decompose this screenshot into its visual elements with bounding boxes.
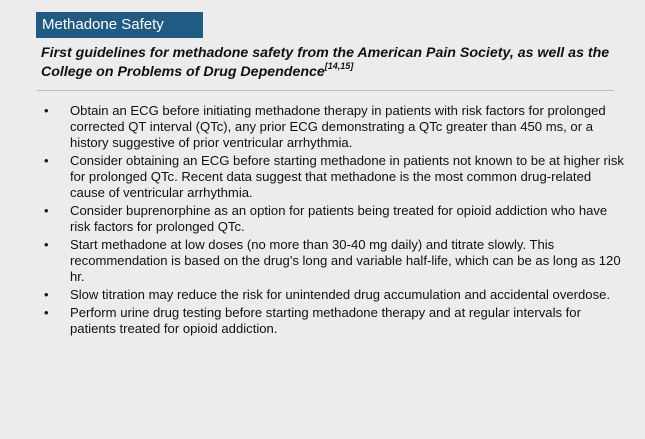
bullet-text: Obtain an ECG before initiating methadone therapy in patients with risk factors for prolonged corrected QT interval (QTc), any prior ECG demonstrating a QTc greater than 450 ms, or a history suggestive of prior ventricular arrhythmia. bbox=[70, 103, 606, 150]
bullet-text: Start methadone at low doses (no more than 30-40 mg daily) and titrate slowly. This recommendation is based on the drug's long and variable half-life, which can be as long as 120 hr. bbox=[70, 237, 621, 284]
bullet-icon: • bbox=[44, 305, 49, 320]
bullet-text: Consider obtaining an ECG before starting methadone in patients not known to be at higher risk for prolonged QTc. Recent data suggest that methadone is the most common drug-related cause of ventricular arrhythmia. bbox=[70, 153, 624, 200]
bullet-icon: • bbox=[44, 287, 49, 302]
bullet-item bbox=[44, 287, 624, 303]
bullet-list bbox=[44, 103, 624, 339]
slide-subtitle bbox=[41, 44, 626, 82]
bullet-icon: • bbox=[44, 103, 49, 118]
bullet-icon: • bbox=[44, 237, 49, 252]
bullet-item bbox=[44, 237, 624, 285]
bullet-text: Perform urine drug testing before starting methadone therapy and at regular intervals for patients treated for opioid addiction. bbox=[70, 305, 581, 336]
bullet-text: Consider buprenorphine as an option for patients being treated for opioid addiction who have risk factors for prolonged QTc. bbox=[70, 203, 608, 234]
bullet-item bbox=[44, 103, 624, 151]
subtitle-text: First guidelines for methadone safety from the American Pain Society, as well as the College on Problems of Drug Dependence bbox=[41, 45, 610, 80]
subtitle-citation: [14,15] bbox=[324, 61, 354, 72]
bullet-icon: • bbox=[44, 153, 49, 168]
bullet-text: Slow titration may reduce the risk for unintended drug accumulation and accidental overdose. bbox=[70, 287, 611, 302]
slide-title: Methadone Safety bbox=[36, 12, 203, 38]
bullet-item bbox=[44, 203, 624, 235]
bullet-item bbox=[44, 153, 624, 201]
subtitle-divider bbox=[37, 90, 614, 91]
bullet-item bbox=[44, 305, 624, 337]
bullet-icon: • bbox=[44, 203, 49, 218]
